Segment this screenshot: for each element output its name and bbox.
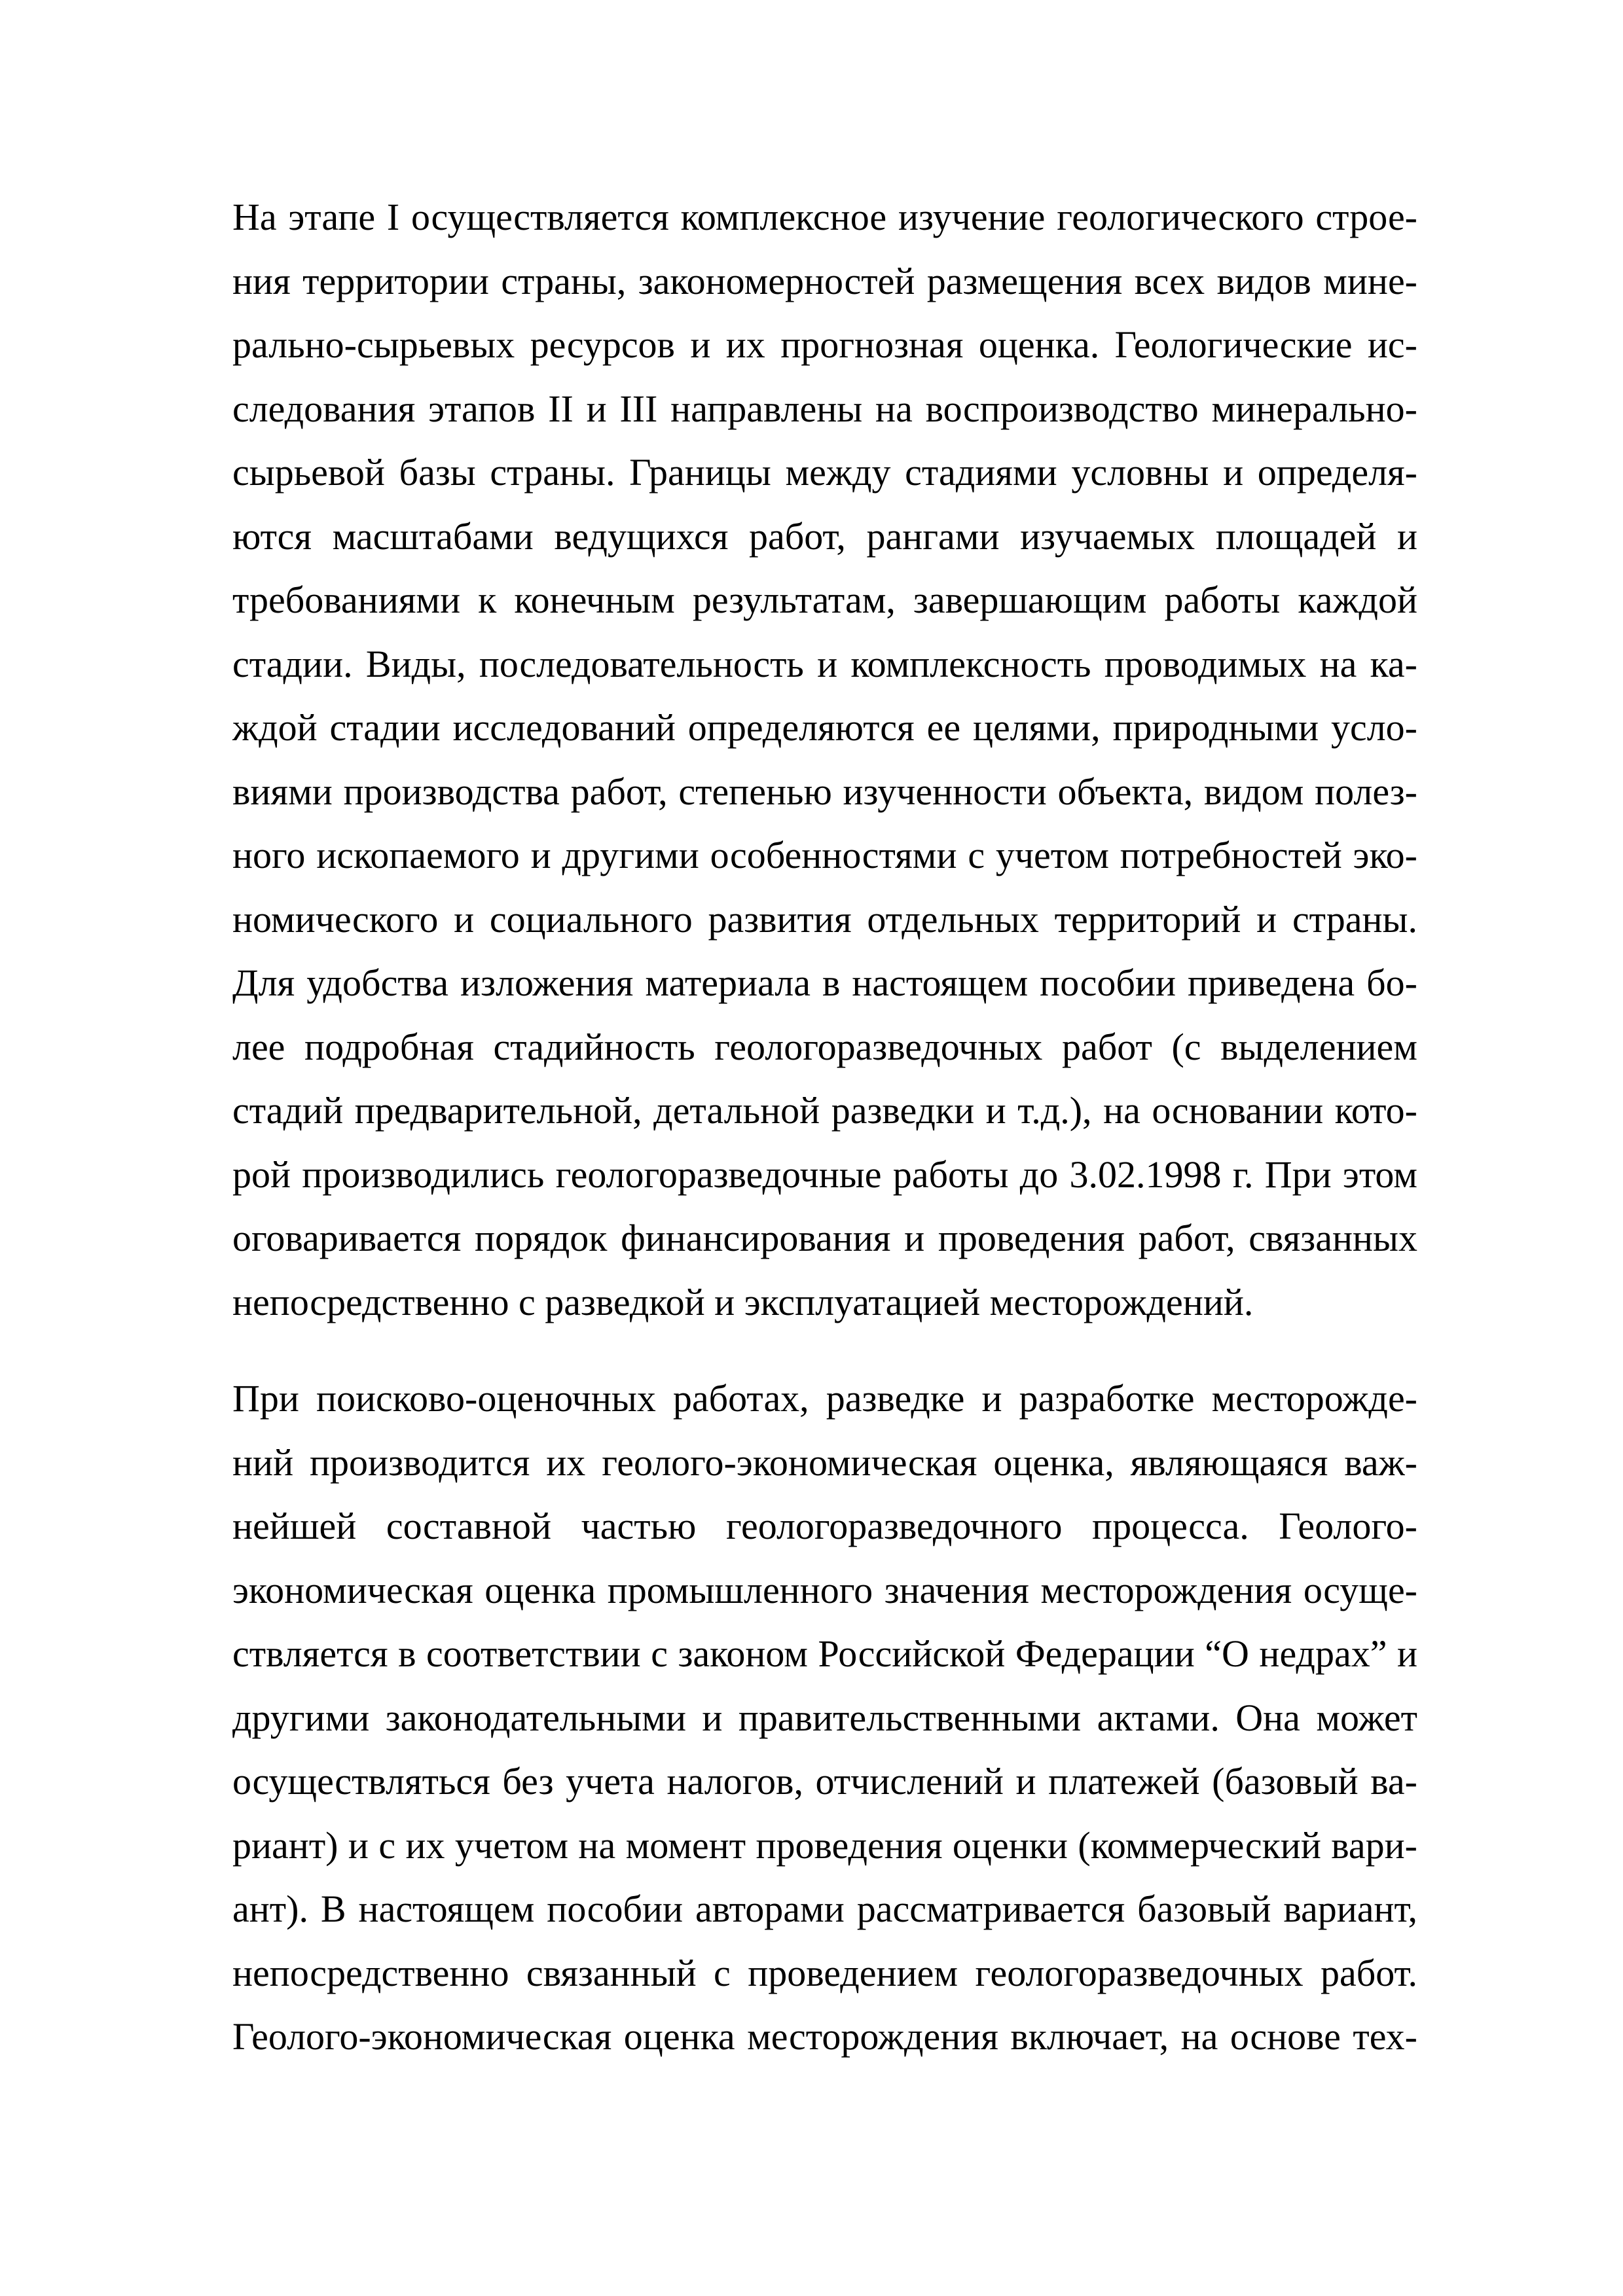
paragraph-line: ствляется в соответствии с законом Российской Федерации “О недрах” и [232,1632,1417,1675]
paragraph-line: ного ископаемого и другими особенностями с учетом потребностей эко- [232,834,1417,876]
paragraph-line: номического и социального развития отдельных территорий и страны. [232,897,1417,941]
paragraph-line: нейшей составной частью геологоразведочного процесса. Геолого- [232,1505,1417,1547]
paragraph-line: осуществляться без учета налогов, отчислений и платежей (базовый ва- [232,1760,1417,1803]
paragraph-line: Для удобства изложения материала в настоящем пособии приведена бо- [232,961,1417,1004]
paragraph-line: ния территории страны, закономерностей размещения всех видов мине- [232,259,1417,302]
paragraph-line: Геолого-экономическая оценка месторождения включает, на основе тех- [232,2015,1417,2058]
paragraph-line: риант) и с их учетом на момент проведения оценки (коммерческий вари- [232,1823,1417,1867]
paragraph-line: виями производства работ, степенью изученности объекта, видом полез- [232,770,1417,813]
paragraph-line: оговаривается порядок финансирования и проведения работ, связанных [232,1217,1417,1259]
paragraph-line: требованиями к конечным результатам, завершающим работы каждой [232,579,1417,621]
paragraph-line: другими законодательными и правительственными актами. Она может [232,1696,1417,1739]
paragraph-line: стадий предварительной, детальной разведки и т.д.), на основании кото- [232,1089,1417,1132]
paragraph-line: ант). В настоящем пособии авторами рассматривается базовый вариант, [232,1888,1417,1930]
paragraph-line: сырьевой базы страны. Границы между стадиями условны и определя- [232,451,1417,493]
paragraph-line: ются масштабами ведущихся работ, рангами изучаемых площадей и [232,514,1417,558]
paragraph-line: рально-сырьевых ресурсов и их прогнозная оценка. Геологические ис- [232,323,1417,366]
paragraph-line: При поисково-оценочных работах, разведке и разработке месторожде- [232,1377,1417,1420]
paragraph-line: лее подробная стадийность геологоразведочных работ (с выделением [232,1025,1417,1068]
paragraph-line: На этапе I осуществляется комплексное изучение геологического строе- [232,196,1417,238]
paragraph-1 [232,185,1417,1334]
paragraph-line: экономическая оценка промышленного значения месторождения осуще- [232,1568,1417,1611]
paragraph-2 [232,1367,1417,2069]
paragraph-line: следования этапов II и III направлены на воспроизводство минерально- [232,387,1417,430]
paragraph-line: непосредственно с разведкой и эксплуатацией месторождений. [232,1280,1254,1323]
paragraph-line: стадии. Виды, последовательность и комплексность проводимых на ка- [232,642,1417,685]
paragraph-line: непосредственно связанный с проведением геологоразведочных работ. [232,1951,1417,1994]
paragraph-line: ний производится их геолого-экономическая оценка, являющаяся важ- [232,1441,1417,1484]
paragraph-line: рой производились геологоразведочные работы до 3.02.1998 г. При этом [232,1153,1417,1196]
paragraph-line: ждой стадии исследований определяются ее целями, природными усло- [232,706,1417,749]
